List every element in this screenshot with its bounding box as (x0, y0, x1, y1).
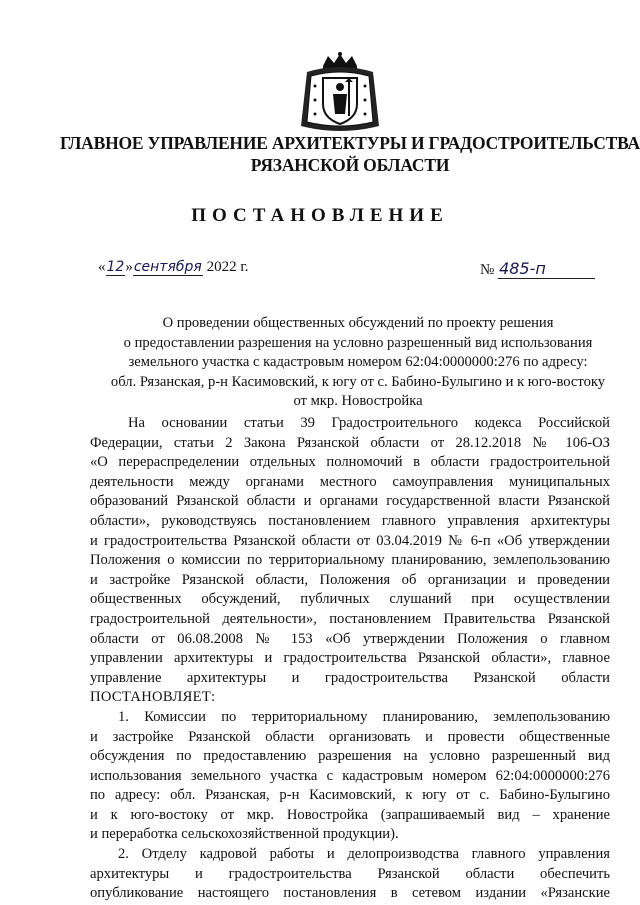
document-body (90, 414, 610, 904)
subject-line: о предоставлении разрешения на условно разрешенный вид использования (123, 334, 593, 351)
date-month: сентября (133, 259, 202, 275)
document-subject (98, 314, 618, 412)
clause-2-line: опубликование настоящего постановления в сетевом издании «Рязанские (90, 885, 610, 902)
document-number (480, 259, 595, 279)
clause-2-line: архитектуры и градостроительства Рязанской области обеспечить (90, 865, 610, 882)
body-line: Положения о комиссии по территориальному планированию, землепользованию (90, 552, 610, 569)
body-line: деятельности между органами местного самоуправления муниципальных (90, 473, 610, 490)
body-line: и застройке Рязанской области, Положения об организации и проведении (90, 571, 610, 588)
body-line: управлении архитектуры и градостроительства Рязанской области», главное (90, 650, 610, 667)
body-line: образований Рязанской области и органами государственной власти Рязанской (90, 493, 610, 510)
subject-line: О проведении общественных обсуждений по проекту решения (162, 315, 554, 331)
body-line: градостроительной деятельности», постановлением Правительства Рязанской (90, 610, 610, 627)
subject-line: земельного участка с кадастровым номером 62:04:0000000:276 по адресу: (128, 354, 588, 371)
document-date (98, 259, 249, 276)
clause-2-line: 2. Отделу кадровой работы и делопроизводства главного управления (118, 846, 610, 863)
clause-1-line: использования земельного участка с кадастровым номером 62:04:0000000:276 (90, 767, 610, 784)
org-title-line-1: ГЛАВНОЕ УПРАВЛЕНИЕ АРХИТЕКТУРЫ И ГРАДОСТРОИТЕЛЬСТВА (60, 133, 640, 153)
subject-line: обл. Рязанская, р-н Касимовский, к югу от с. Бабино-Булыгино и к юго-востоку (110, 373, 606, 390)
body-line: Федерации, статьи 2 Закона Рязанской области от 28.12.2018 № 106-ОЗ (90, 434, 610, 451)
number-prefix: № (480, 262, 495, 278)
clause-1-line: 1. Комиссии по территориальному планированию, землепользованию (118, 708, 610, 725)
date-year: 2022 г. (206, 259, 249, 275)
org-title-line-2: РЯЗАНСКОЙ ОБЛАСТИ (250, 155, 450, 175)
clause-1-line: и застройке Рязанской области организовать и провести общественные (90, 728, 610, 745)
clause-1-line: и к юго-востоку от мкр. Новостройка (запрашиваемый вид – хранение (90, 806, 610, 823)
date-day: 12 (106, 259, 125, 275)
body-line: области от 06.08.2008 № 153 «Об утверждении Положения о главном (90, 630, 610, 647)
date-quote-open: « (98, 259, 106, 275)
document-type: ПОСТАНОВЛЕНИЕ (191, 205, 449, 226)
body-line: На основании статьи 39 Градостроительного кодекса Российской (128, 415, 610, 431)
number-value: 485-п (498, 259, 595, 279)
date-quote-mid: » (125, 259, 133, 275)
clause-1-line: обсуждения по предоставлению разрешения на условно разрешенный вид (90, 748, 610, 765)
body-line: управление архитектуры и градостроительства Рязанской области (90, 669, 610, 686)
subject-line: от мкр. Новостройка (293, 393, 423, 410)
coat-of-arms-icon (297, 52, 383, 136)
body-line: общественных обсуждений, публичных слушаний при осуществлении (90, 591, 610, 608)
body-line: и градостроительства Рязанской области от 03.04.2019 № 6-п «Об утверждении (90, 532, 610, 549)
clause-1-line: по адресу: обл. Рязанская, р-н Касимовский, к югу от с. Бабино-Булыгино (90, 787, 610, 804)
clause-1-line: и переработка сельскохозяйственной продукции). (90, 826, 399, 843)
body-line: области», руководствуясь постановлением главного управления архитектуры (90, 512, 610, 529)
body-line: «О перераспределении отдельных полномочий в области градостроительной (90, 454, 610, 471)
resolution-keyword: ПОСТАНОВЛЯЕТ: (90, 689, 216, 706)
